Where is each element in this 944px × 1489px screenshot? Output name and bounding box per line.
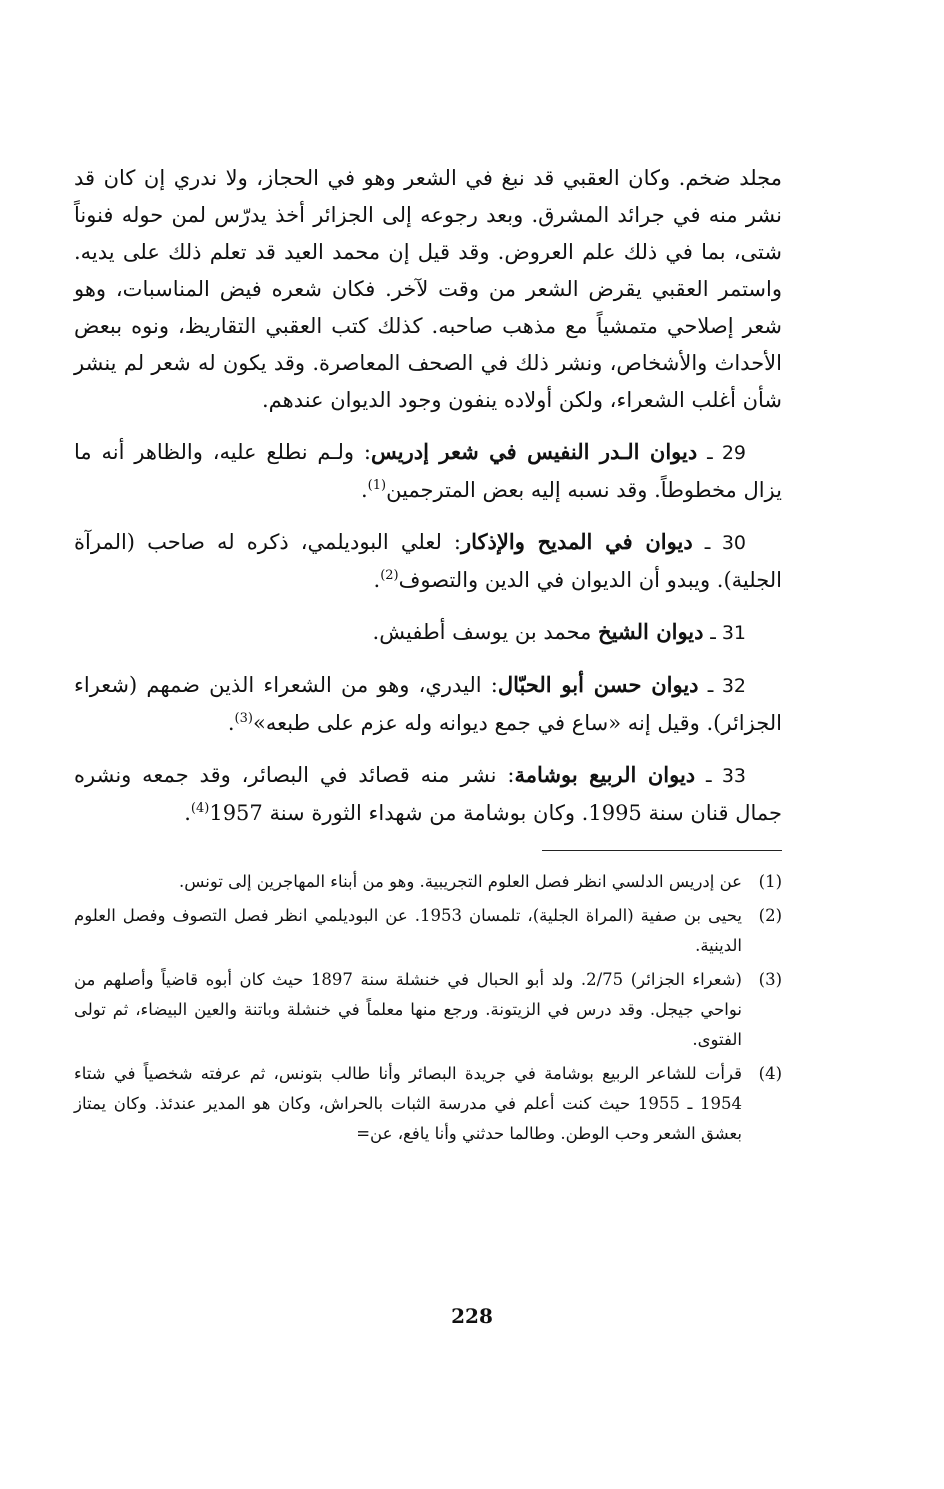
entry-32 [74, 666, 782, 742]
footnote-3 [74, 965, 782, 1055]
entry-number: 30 ـ [704, 532, 746, 554]
entry-title: ديوان الربيع بوشامة [514, 762, 696, 787]
entry-33 [74, 756, 782, 832]
entry-number: 31 ـ [710, 622, 746, 644]
entry-number: 32 ـ [707, 675, 746, 697]
footnotes [74, 867, 782, 1149]
page-number: 228 [451, 1304, 493, 1328]
document-page [74, 160, 782, 1153]
entry-end: . [360, 478, 368, 502]
footnote-ref[interactable]: (3) [234, 711, 253, 726]
footnote-2 [74, 901, 782, 961]
entry-30 [74, 523, 782, 599]
footnote-marker: (3) [758, 970, 782, 989]
intro-paragraph: مجلد ضخم. وكان العقبي قد نبغ في الشعر وهو في الحجاز، ولا ندري إن كان قد نشر منه في جرائد المشرق. وبعد رجوعه إلى الجزائر أخذ يدرّس لمن حوله فنوناً شتى، بما في ذلك علم العروض. وقد قيل إن محمد العيد قد تعلم ذلك على يديه. واستمر العقبي يقرض الشعر من وقت لآخر. فكان شعره فيض المناسبات، وهو شعر إصلاحي متمشياً مع مذهب صاحبه. كذلك كتب العقبي التقاريظ، ونوه ببعض الأحداث والأشخاص، ونشر ذلك في الصحف المعاصرة. وقد يكون له شعر لم ينشر شأن أغلب الشعراء، ولكن أولاده ينفون وجود الديوان عندهم. [74, 166, 782, 412]
footnote-text: يحيى بن صفية (المراة الجلية)، تلمسان 1953. عن البوديلمي انظر فصل التصوف وفصل العلوم الدينية. [74, 906, 742, 955]
footnote-separator [542, 850, 782, 851]
entry-text: : اليدري، وهو من الشعراء الذين ضمهم (شعراء الجزائر). وقيل إنه «ساع في جمع ديوانه وله عزم على طبعه» [74, 673, 782, 735]
entry-number: 33 ـ [706, 765, 746, 787]
footnote-1 [74, 867, 782, 897]
entry-title: ديوان في المديح والإذكار [461, 529, 693, 554]
footnote-4 [74, 1059, 782, 1149]
entry-number: 29 ـ [707, 442, 747, 464]
entry-31 [74, 613, 782, 652]
footnote-ref[interactable]: (1) [367, 478, 387, 493]
footnote-marker: (2) [758, 906, 782, 925]
entry-text: : لعلي البوديلمي، ذكره له صاحب (المرآة الجلية). ويبدو أن الديوان في الدين والتصوف [74, 530, 782, 592]
entry-title: ديوان الـدر النفيس في شعر إدريس [370, 439, 698, 464]
footnote-marker: (4) [758, 1064, 782, 1083]
footnote-text: قرأت للشاعر الربيع بوشامة في جريدة البصائر وأنا طالب بتونس، ثم عرفته شخصياً في شتاء 1954 ـ 1955 حيث كنت أعلم في مدرسة الثبات بالحراش، وكان هو المدير عندئذ. وكان يمتاز بعشق الشعر وحب الوطن. وطالما حدثني وأنا يافع، عن= [74, 1064, 743, 1143]
entry-end: . [184, 801, 191, 825]
footnote-text: (شعراء الجزائر) 2/75. ولد أبو الحبال في خنشلة سنة 1897 حيث كان أبوه قاضياً وأصلهم من نواحي جيجل. وقد درس في الزيتونة. ورجع منها معلماً في خنشلة وباتنة والعين البيضاء، ثم تولى الفتوى. [74, 970, 742, 1049]
entry-title: ديوان حسن أبو الحبّال [497, 672, 699, 697]
footnote-marker: (1) [758, 872, 782, 891]
entry-text: : ولـم نطلع عليه، والظاهر أنه ما يزال مخطوطاً. وقد نسبه إليه بعض المترجمين [74, 440, 782, 502]
footnote-ref[interactable]: (2) [380, 568, 399, 583]
entry-text: محمد بن يوسف أطفيش. [372, 620, 599, 644]
entry-end: . [373, 568, 381, 592]
footnote-text: عن إدريس الدلسي انظر فصل العلوم التجريبية. وهو من أبناء المهاجرين إلى تونس. [178, 872, 742, 891]
entry-text: : نشر منه قصائد في البصائر، وقد جمعه ونشره جمال قنان سنة 1995. وكان بوشامة من شهداء الثورة سنة 1957 [74, 763, 782, 825]
footnote-ref[interactable]: (4) [190, 801, 210, 816]
entry-29 [74, 433, 782, 509]
entry-title: ديوان الشيخ [598, 619, 704, 644]
entry-end: . [227, 711, 235, 735]
